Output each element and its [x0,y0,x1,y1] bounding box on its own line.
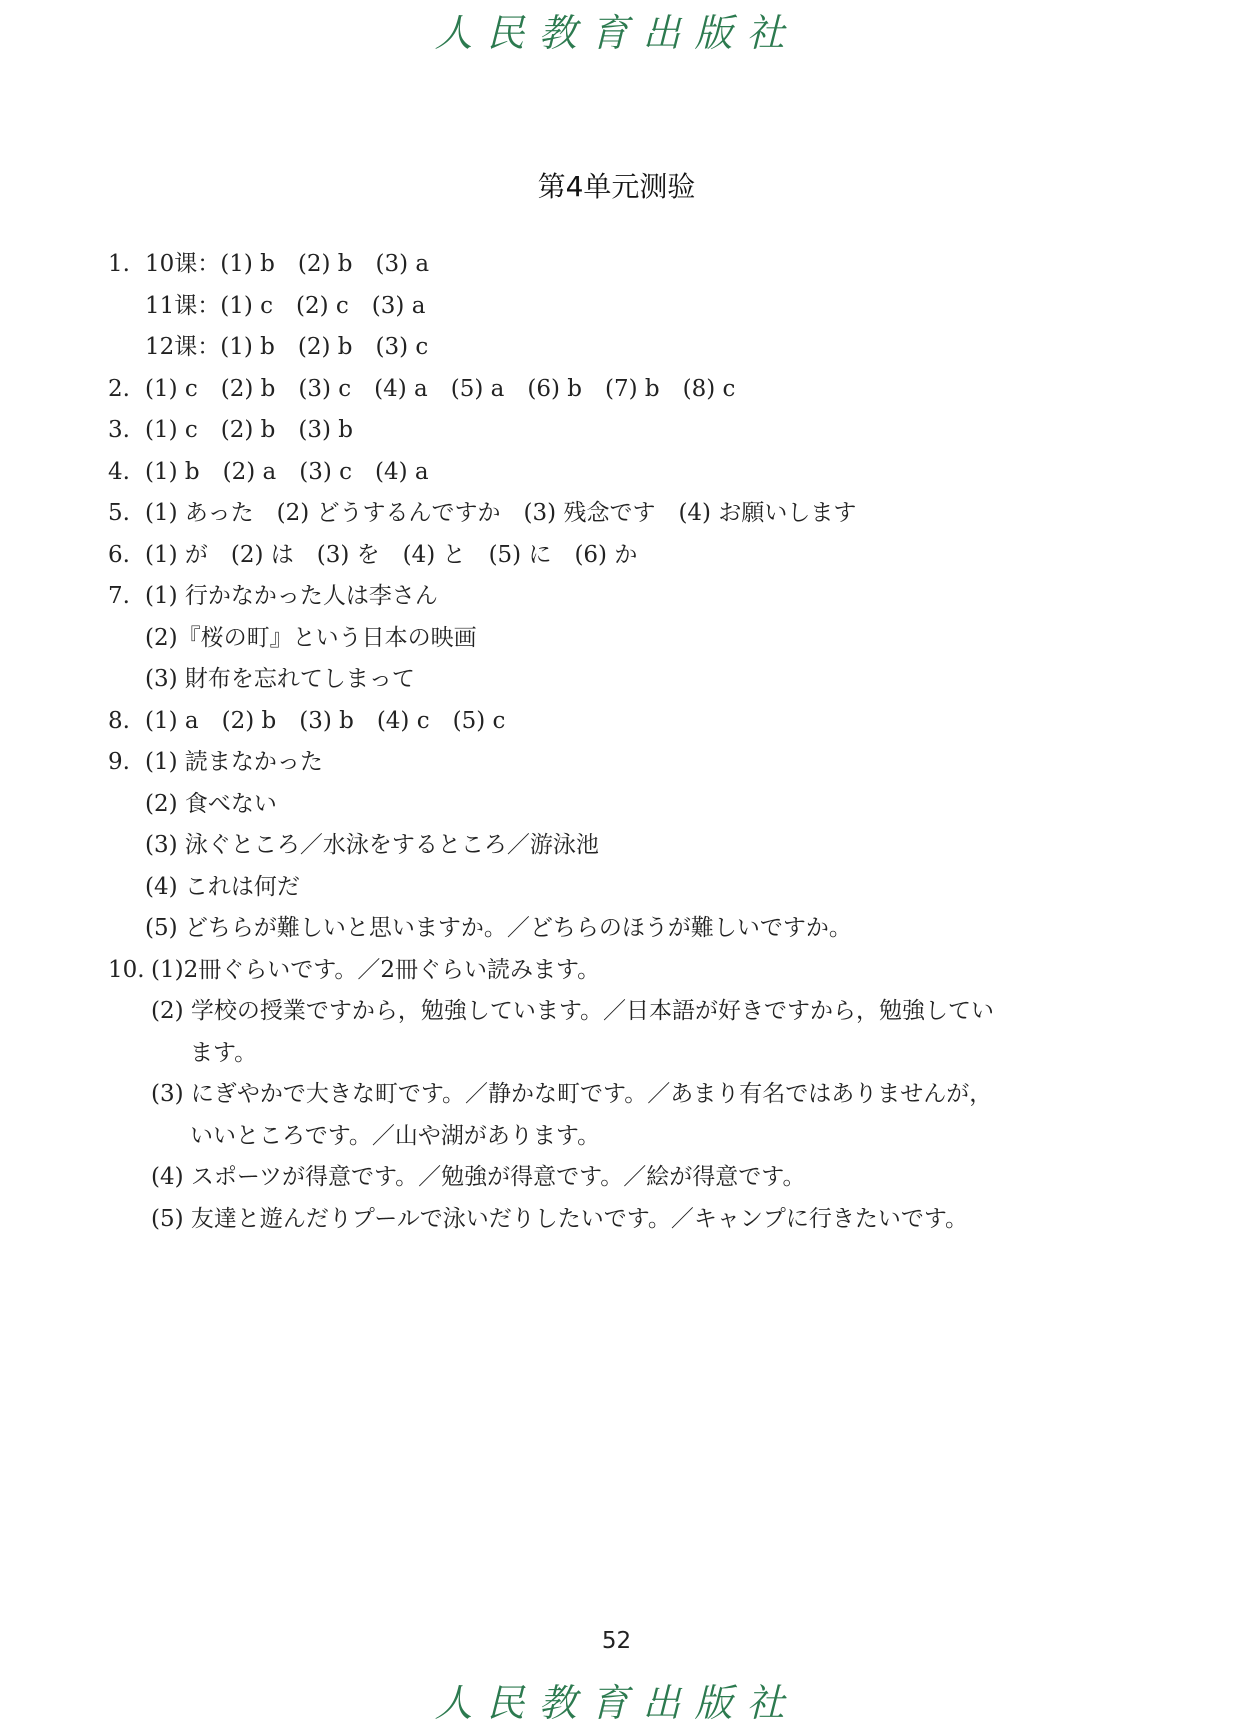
q1-line-1 [108,249,1168,291]
q9-text: (3) 泳ぐところ／水泳をするところ／游泳池 [145,832,599,858]
q4-line [108,457,1168,499]
q10-text: (4) スポーツが得意です。／勉強が得意です。／絵が得意です。 [151,1164,806,1190]
q10-line-1 [108,955,1168,997]
q9-line-3 [108,830,1168,872]
q4-text: (1) b (2) a (3) c (4) a [145,458,429,485]
q1-text: 10课：(1) b (2) b (3) a [145,251,430,277]
publisher-logo-footer: 人民教育出版社 [434,1681,799,1725]
page-title: 第4单元测验 [537,170,696,203]
q10-text: (1)2冊ぐらいです。／2冊ぐらい読みます。 [151,956,601,983]
q10-line-3a [108,1079,1168,1121]
q9-line-5 [108,913,1168,955]
q6-line [108,540,1168,582]
q5-text: (1) あった (2) どうするんですか (3) 残念です (4) お願いします [145,500,857,526]
q2-number: 2. [108,375,130,402]
q7-text: (3) 財布を忘れてしまって [145,666,415,692]
q1-number: 1. [108,251,130,277]
q6-number: 6. [108,541,130,568]
q9-line-1 [108,747,1168,789]
q10-line-4 [108,1162,1168,1204]
q3-text: (1) c (2) b (3) b [145,417,353,443]
q7-line-2 [108,623,1168,665]
q7-line-1 [108,581,1168,623]
q10-line-3b [108,1121,1168,1163]
q9-number: 9. [108,749,130,775]
q10-text: (5) 友達と遊んだりプールで泳いだりしたいです。／キャンプに行きたいです。 [151,1205,969,1232]
q9-line-4 [108,872,1168,914]
q9-text: (1) 読まなかった [145,749,323,775]
q10-line-2b [108,1038,1168,1080]
q9-text: (5) どちらが難しいと思いますか。／どちらのほうが難しいですか。 [145,915,852,941]
q3-line [108,415,1168,457]
q10-number: 10. [108,956,145,983]
q5-number: 5. [108,500,130,526]
q7-text: (1) 行かなかった人は李さん [145,583,438,609]
q10-text: いいところです。／山や湖があります。 [190,1122,601,1149]
q8-line [108,706,1168,748]
q4-number: 4. [108,458,130,485]
q8-number: 8. [108,707,130,734]
q1-text: 12课：(1) b (2) b (3) c [145,334,429,360]
q10-line-2a [108,996,1168,1038]
q7-number: 7. [108,583,130,609]
q7-text: (2)『桜の町』という日本の映画 [145,624,477,651]
answer-list [108,249,1168,1245]
q1-line-2 [108,291,1168,333]
q1-text: 11课：(1) c (2) c (3) a [145,292,426,319]
q10-line-5 [108,1204,1168,1246]
q9-line-2 [108,789,1168,831]
q10-text: ます。 [190,1039,258,1066]
q7-line-3 [108,664,1168,706]
q2-text: (1) c (2) b (3) c (4) a (5) a (6) b (7) b (8) c [145,375,736,402]
q5-line [108,498,1168,540]
q3-number: 3. [108,417,130,443]
q9-text: (4) これは何だ [145,873,300,900]
page-number: 52 [601,1628,632,1654]
q10-text: (2) 学校の授業ですから，勉強しています。／日本語が好きですから，勉強してい [151,998,995,1024]
q2-line [108,374,1168,416]
q10-text: (3) にぎやかで大きな町です。／静かな町です。／あまり有名ではありませんが， [151,1081,993,1107]
q1-line-3 [108,332,1168,374]
q9-text: (2) 食べない [145,790,277,817]
q6-text: (1) が (2) は (3) を (4) と (5) に (6) か [145,541,638,568]
publisher-logo-header: 人民教育出版社 [434,11,799,55]
q8-text: (1) a (2) b (3) b (4) c (5) c [145,707,506,734]
